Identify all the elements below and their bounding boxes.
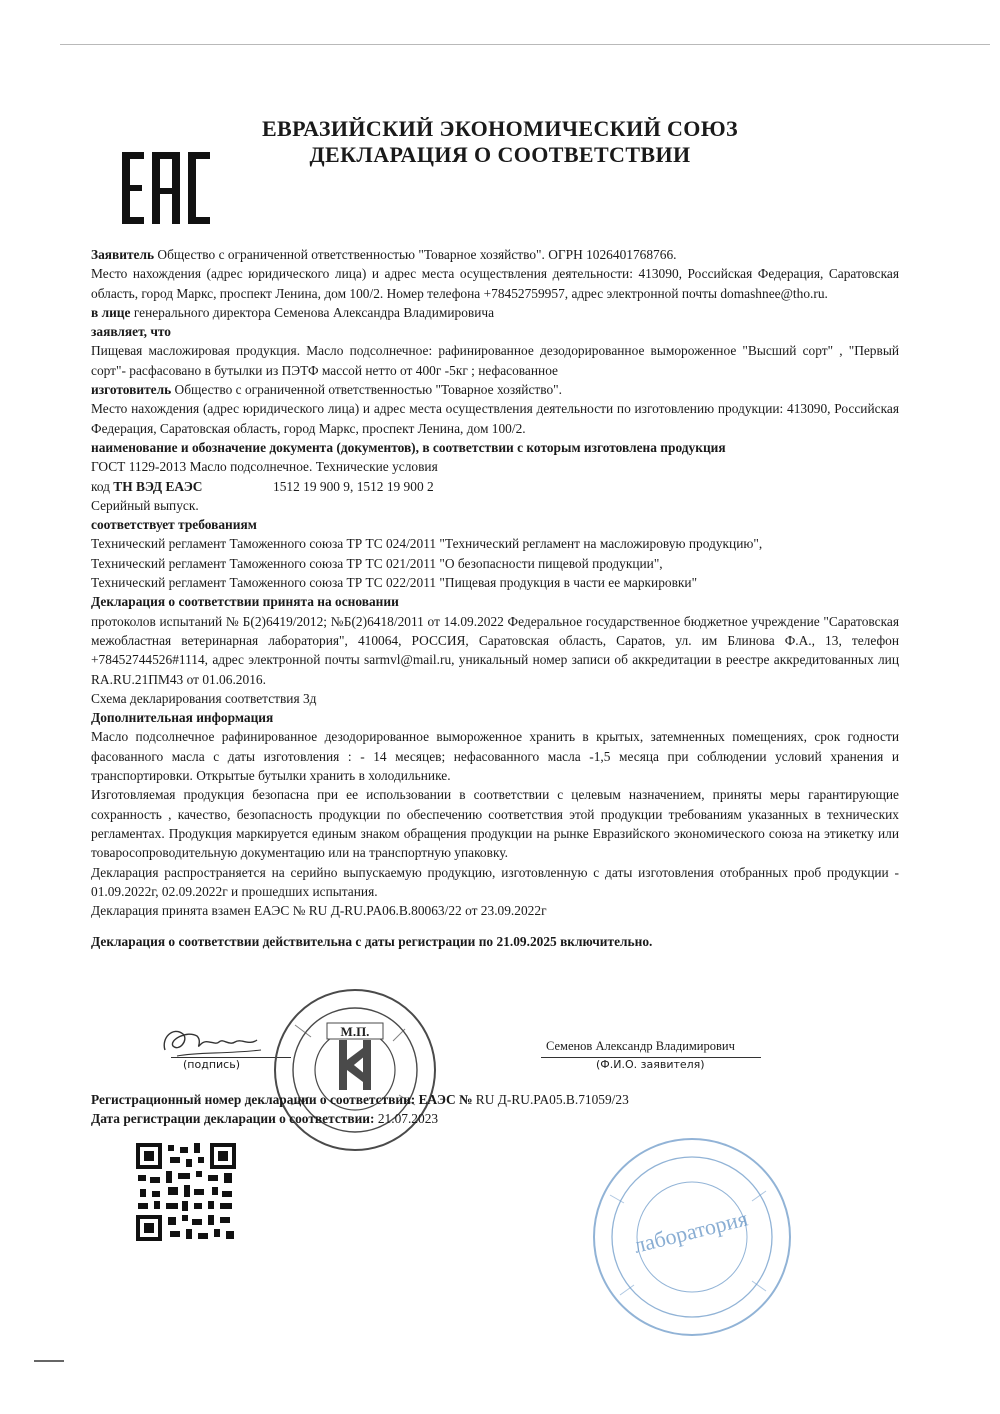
registration-number-label: Регистрационный номер декларации о соответствии: ЕАЭС № — [91, 1092, 476, 1107]
signer-name: Семенов Александр Владимирович — [546, 1039, 735, 1053]
additional-label: Дополнительная информация — [91, 710, 274, 726]
applicant-label: Заявитель — [91, 247, 155, 262]
basis-label: Декларация о соответствии принята на основании — [91, 594, 399, 610]
codes-label-bold: ТН ВЭД ЕАЭС — [113, 478, 203, 494]
codes-label-prefix: код — [91, 478, 114, 494]
requirements-label: соответствует требованиям — [91, 517, 257, 533]
standard-text: ГОСТ 1129-2013 Масло подсолнечное. Технические условия — [91, 459, 438, 475]
basis-text: протоколов испытаний № Б(2)6419/2012; №Б(2)6418/2011 от 14.09.2022 Федеральное государственное бюджетное учреждение "Саратовская межобластная ветеринарная лаборатория", 410064, РОССИЯ, Саратовская область, Саратов, ул. им Блинова Ф.А., 13, телефон +78452744526#1114, адрес электронной почты sarmvl@mail.ru, уникальный номер записи об аккредитации в реестре аккредитованных лиц RA.RU.21ПМ43 от 01.06.2016. — [91, 613, 899, 687]
qr-code — [134, 1141, 238, 1243]
laboratory-stamp — [590, 1135, 795, 1340]
registration-date-label: Дата регистрации декларации о соответствии: — [91, 1111, 378, 1126]
codes-label — [91, 477, 273, 496]
additional-replacement: Декларация принята взамен ЕАЭС № RU Д-RU.PA06.B.80063/22 от 23.09.2022г — [91, 903, 547, 919]
person-name: генерального директора Семенова Александра Владимировича — [130, 304, 495, 320]
registration-number: RU Д-RU.PA05.B.71059/23 — [475, 1092, 629, 1107]
applicant-address: Место нахождения (адрес юридического лица) и адрес места осуществления деятельности: 413090, Российская Федерация, Саратовская область, город Маркс, проспект Ленина, дом 100/2. Номер телефона +78452759957, адрес электронной почты domashnee@tho.ru. — [91, 266, 899, 301]
document-title-declaration: ДЕКЛАРАЦИЯ О СООТВЕТСТВИИ — [309, 142, 691, 167]
manufacturer-name: Общество с ограниченной ответственностью "Товарное хозяйство". — [171, 382, 562, 398]
stamp-label: М.П. — [340, 1024, 370, 1039]
manufacturer-address: Место нахождения (адрес юридического лица) и адрес места осуществления деятельности по изготовлению продукции: 413090, Российская Федерация, Саратовская область, город Маркс, проспект Ленина, дом 100/2. — [91, 401, 899, 436]
scan-top-line — [60, 44, 990, 45]
signature-caption: (подпись) — [183, 1058, 240, 1071]
handwritten-signature — [157, 1016, 267, 1060]
requirement-item: Технический регламент Таможенного союза ТР ТС 021/2011 "О безопасности пищевой продукции", — [91, 555, 663, 571]
standard-label: наименование и обозначение документа (документов), в соответствии с которым изготовлена продукция — [91, 439, 726, 455]
scan-bottom-mark — [34, 1360, 64, 1362]
requirement-item: Технический регламент Таможенного союза ТР ТС 022/2011 "Пищевая продукция в части ее маркировки" — [91, 575, 698, 591]
signer-name-caption: (Ф.И.О. заявителя) — [596, 1058, 705, 1071]
declaration-body — [91, 245, 899, 952]
declares-label: заявляет, что — [91, 324, 171, 340]
requirement-item: Технический регламент Таможенного союза ТР ТС 024/2011 "Технический регламент на масложировую продукцию", — [91, 536, 763, 552]
registration-block — [91, 1090, 899, 1128]
eac-logo — [120, 148, 212, 228]
registration-number-line — [91, 1090, 899, 1109]
applicant-name: Общество с ограниченной ответственностью "Товарное хозяйство". ОГРН 1026401768766. — [154, 247, 677, 262]
additional-scope: Декларация распространяется на серийно выпускаемую продукцию, изготовленную с даты изготовления отобранных проб продукции - 01.09.2022г, 02.09.2022г и прошедших испытания. — [91, 864, 899, 899]
codes-line — [91, 477, 899, 496]
release-type: Серийный выпуск. — [91, 497, 199, 513]
person-label: в лице — [91, 304, 131, 320]
signature-block — [91, 1014, 899, 1074]
company-seal — [255, 985, 455, 1155]
scheme-text: Схема декларирования соответствия 3д — [91, 690, 317, 706]
registration-date: 21.07.2023 — [377, 1111, 439, 1126]
manufacturer-label: изготовитель — [91, 382, 172, 398]
additional-safety: Изготовляемая продукция безопасна при ее использовании в соответствии с целевым назначением, приняты меры гарантирующие сохранность , качество, безопасность продукции по обеспечению соответствия этой продукции требованиям указанных в технических регламентах. Продукция маркируется единым знаком обращения продукции на рынке Евразийского экономического союза на этикетку или товаросопроводительную документацию или на транспортную упаковку. — [91, 787, 899, 861]
validity-statement: Декларация о соответствии действительна с даты регистрации по 21.09.2025 включительно. — [91, 934, 653, 950]
product-description: Пищевая масложировая продукция. Масло подсолнечное: рафинированное дезодорированное вымороженное "Высший сорт" , "Первый сорт"- расфасовано в бутылки из ПЭТФ массой нетто от 400г -5кг ; нефасованное — [91, 343, 899, 378]
manufacturer-line — [91, 380, 899, 399]
document-title-union: ЕВРАЗИЙСКИЙ ЭКОНОМИЧЕСКИЙ СОЮЗ — [261, 116, 739, 141]
applicant-line — [91, 245, 899, 264]
person-line — [91, 303, 899, 322]
codes-values: 1512 19 900 9, 1512 19 900 2 — [273, 478, 434, 494]
lab-stamp-text: лаборатория — [631, 1205, 751, 1258]
registration-date-line — [91, 1109, 899, 1128]
additional-storage: Масло подсолнечное рафинированное дезодорированное вымороженное хранить в крытых, затемненных помещениях, срок годности фасованного масла с даты изготовления : - 14 месяцев; нефасованного масла -1,5 месяца при соблюдении условий хранения и транспортировки. Открытые бутылки хранить в холодильнике. — [91, 729, 899, 784]
